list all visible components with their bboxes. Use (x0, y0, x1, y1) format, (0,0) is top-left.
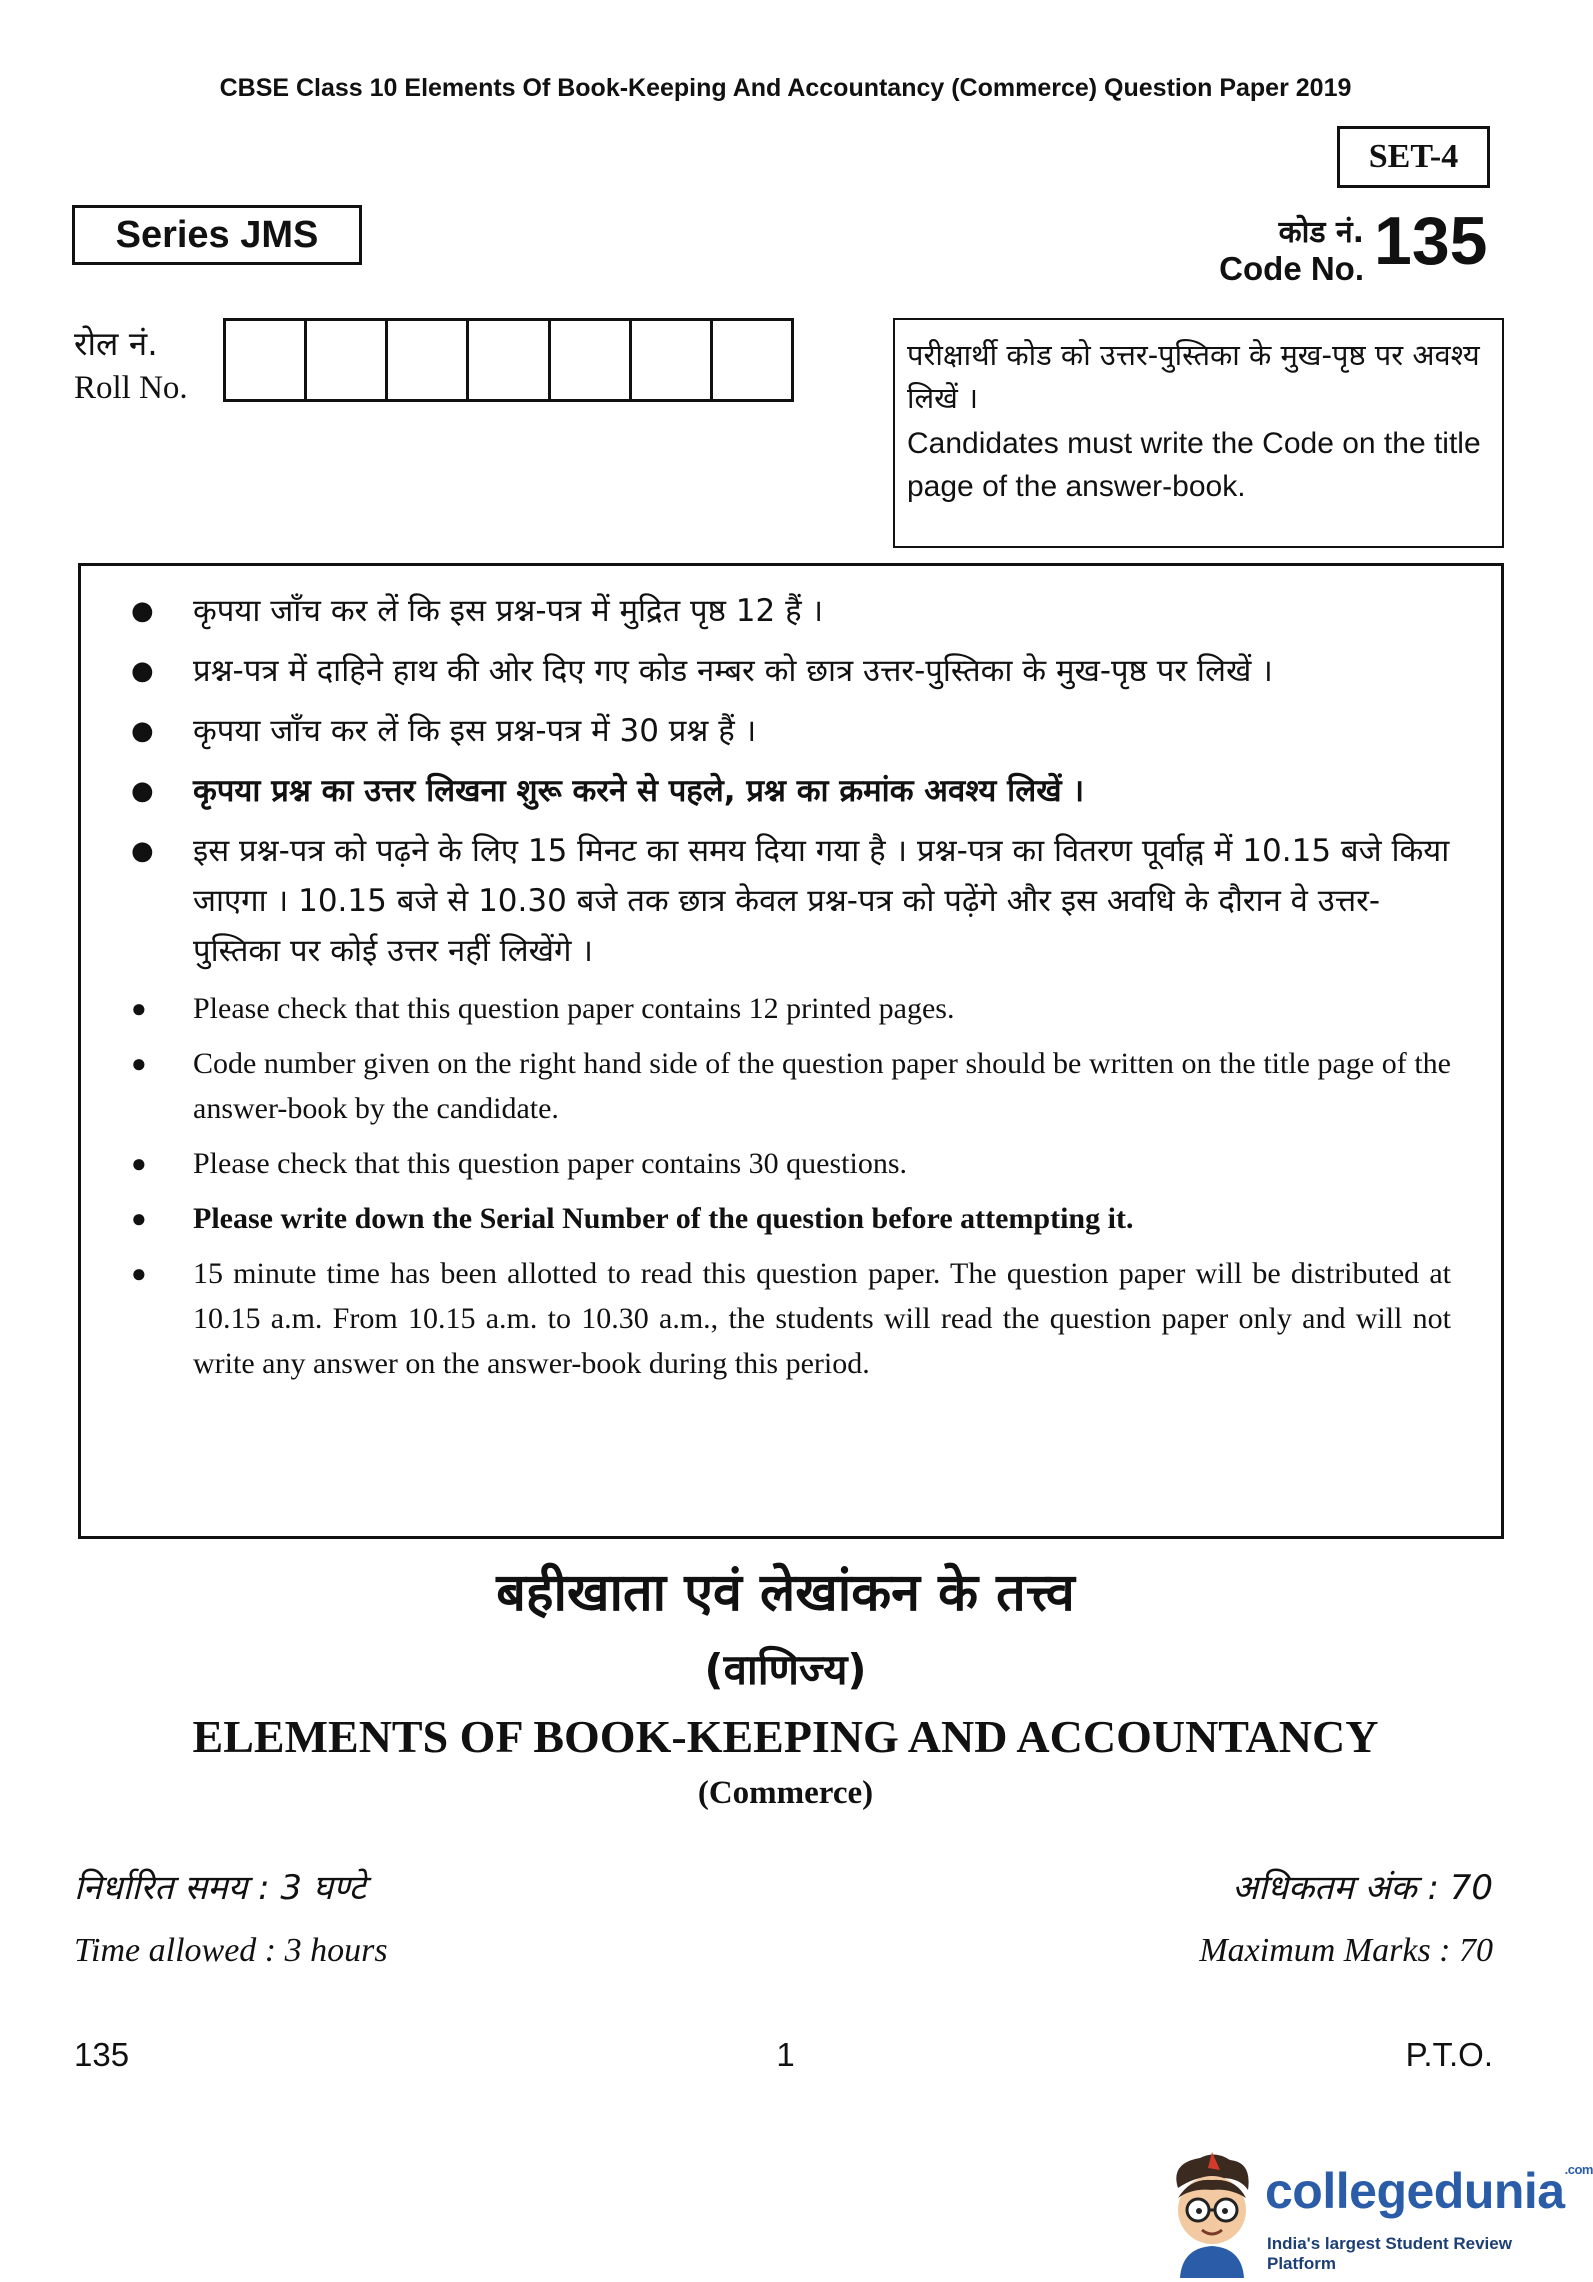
roll-box[interactable] (713, 321, 791, 399)
instruction-item (111, 826, 1451, 976)
logo-tagline: India's largest Student Review Platform (1267, 2234, 1512, 2273)
document-header: CBSE Class 10 Elements Of Book-Keeping And Accountancy (Commerce) Question Paper 2019 (219, 74, 1352, 102)
roll-label-english: Roll No. (74, 370, 188, 406)
roll-box[interactable] (551, 321, 632, 399)
time-allowed-hindi: निर्धारित समय : 3 घण्टे (74, 1868, 366, 1908)
instructions-box (78, 563, 1504, 1539)
mascot-icon (1160, 2148, 1260, 2278)
instruction-text: Please check that this question paper contains 12 printed pages. (193, 992, 955, 1025)
subject-title-hindi: बहीखाता एवं लेखांकन के तत्त्व (496, 1563, 1075, 1623)
bullet-icon: ● (131, 1149, 147, 1178)
bullet-icon: ● (131, 1049, 147, 1078)
bullet-icon: ● (131, 716, 154, 746)
bullet-icon: ● (131, 596, 154, 626)
bullet-icon: ● (131, 656, 154, 686)
code-label-english: Code No. (1219, 250, 1364, 287)
instruction-text: कृपया जाँच कर लें कि इस प्रश्न-पत्र में 30 प्रश्न हैं । (193, 713, 757, 749)
bullet-icon: ● (131, 836, 154, 866)
roll-label-hindi: रोल नं. (74, 324, 158, 363)
instruction-text: Please write down the Serial Number of the question before attempting it. (193, 1202, 1134, 1235)
page-number: 1 (776, 2036, 795, 2073)
instruction-item (111, 766, 1451, 816)
notice-english: Candidates must write the Code on the title page of the answer-book. (907, 427, 1481, 503)
time-allowed-english: Time allowed : 3 hours (74, 1932, 388, 1969)
subject-stream-hindi: (वाणिज्य) (704, 1645, 867, 1694)
roll-box[interactable] (307, 321, 388, 399)
instruction-item (111, 706, 1451, 756)
collegedunia-logo[interactable] (1160, 2148, 1593, 2278)
set-badge (1337, 126, 1490, 188)
instruction-item (111, 1251, 1451, 1386)
roll-box[interactable] (388, 321, 469, 399)
instruction-text: प्रश्न-पत्र में दाहिने हाथ की ओर दिए गए कोड नम्बर को छात्र उत्तर-पुस्तिका के मुख-पृष्ठ पर लिखें । (193, 653, 1273, 689)
instruction-text: 15 minute time has been allotted to read this question paper. The question paper will be distributed at 10.15 a.m. From 10.15 a.m. to 10.30 a.m., the students will read the question paper only and will not write any answer on the answer-book during this period. (193, 1257, 1451, 1380)
bullet-icon: ● (131, 994, 147, 1023)
candidate-notice (893, 318, 1504, 548)
logo-domain: .com (1564, 2162, 1593, 2177)
instruction-item (111, 1196, 1451, 1241)
max-marks-english: Maximum Marks : 70 (1199, 1932, 1493, 1969)
notice-hindi: परीक्षार्थी कोड को उत्तर-पुस्तिका के मुख-पृष्ठ पर अवश्य लिखें । (907, 338, 1480, 415)
instruction-text: Please check that this question paper contains 30 questions. (193, 1147, 908, 1180)
instruction-item (111, 586, 1451, 636)
max-marks-hindi: अधिकतम अंक : 70 (1232, 1868, 1493, 1908)
instruction-text: इस प्रश्न-पत्र को पढ़ने के लिए 15 मिनट का समय दिया गया है । प्रश्न-पत्र का वितरण पूर्वाह्न में 10.15 बजे किया जाएगा । 10.15 बजे से 10.30 बजे तक छात्र केवल प्रश्न-पत्र को पढ़ेंगे और इस अवधि के दौरान वे उत्तर-पुस्तिका पर कोई उत्तर नहीं लिखेंगे । (193, 833, 1450, 969)
series-label: Series JMS (72, 205, 362, 265)
roll-box[interactable] (632, 321, 713, 399)
bullet-icon: ● (131, 1204, 147, 1233)
bullet-icon: ● (131, 776, 154, 806)
code-number: 135 (1374, 203, 1488, 279)
logo-text: collegedunia (1265, 2163, 1565, 2219)
set-label: SET-4 (1368, 138, 1459, 175)
instruction-item (111, 1041, 1451, 1131)
instruction-text: कृपया प्रश्न का उत्तर लिखना शुरू करने से पहले, प्रश्न का क्रमांक अवश्य लिखें । (193, 773, 1085, 809)
roll-box[interactable] (469, 321, 550, 399)
subject-title-english: ELEMENTS OF BOOK-KEEPING AND ACCOUNTANCY (192, 1711, 1379, 1762)
roll-box[interactable] (226, 321, 307, 399)
subject-stream-english: (Commerce) (697, 1775, 874, 1811)
instruction-text: Code number given on the right hand side of the question paper should be written on the title page of the answer-book by the candidate. (193, 1047, 1451, 1125)
roll-number-boxes[interactable] (223, 318, 794, 402)
instruction-text: कृपया जाँच कर लें कि इस प्रश्न-पत्र में मुद्रित पृष्ठ 12 हैं । (193, 593, 824, 629)
instruction-item (111, 646, 1451, 696)
instruction-item (111, 1141, 1451, 1186)
footer-code: 135 (74, 2036, 130, 2073)
pto-label: P.T.O. (1405, 2036, 1493, 2073)
bullet-icon: ● (131, 1259, 147, 1288)
instruction-item (111, 986, 1451, 1031)
instructions-list (111, 586, 1451, 1386)
code-label-hindi: कोड नं. (1278, 215, 1364, 250)
